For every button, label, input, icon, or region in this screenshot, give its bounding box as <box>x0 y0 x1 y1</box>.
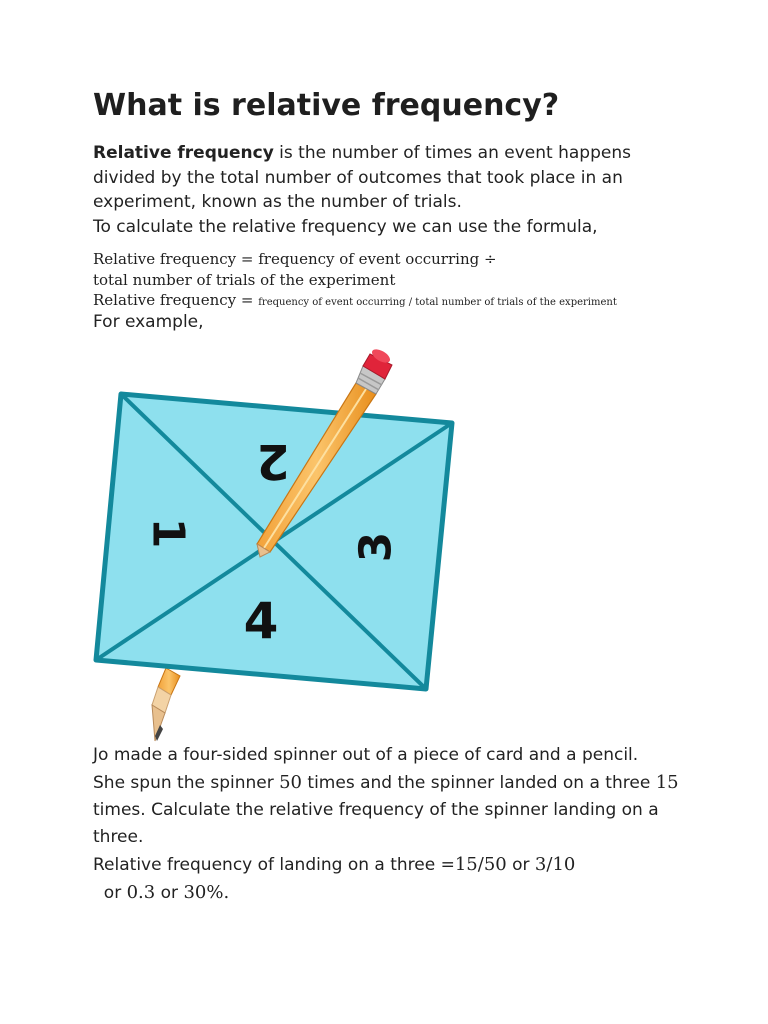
formula-intro-text: To calculate the relative frequency we can use the formula, <box>93 216 598 237</box>
or-text-2: or <box>98 883 127 903</box>
threes-count: 15 <box>655 772 679 793</box>
term-bold: Relative frequency <box>93 143 274 163</box>
answer-label: Relative frequency of landing on a three = <box>93 855 455 875</box>
formula-line-3-fraction: frequency of event occurring / total number of trials of the experiment <box>258 297 617 308</box>
definition-text: is the number of times an event happens divided by the total number of outcomes that took place in an experiment, known as the number of trials. <box>93 143 631 212</box>
intro-paragraph <box>93 141 693 239</box>
story-text-b: times and the spinner landed on a three <box>302 773 656 793</box>
formula-block <box>93 249 713 314</box>
answer-fraction-2: 3/10 <box>534 854 576 875</box>
story-sentence-1: Jo made a four-sided spinner out of a piece of card and a pencil. <box>93 745 639 765</box>
answer-decimal: 0.3 <box>126 882 156 903</box>
formula-line-3 <box>93 290 713 314</box>
spinner-illustration <box>88 343 468 743</box>
spinner-number-4: 4 <box>243 592 279 650</box>
or-text-3: or <box>155 883 184 903</box>
story-text-a: She spun the spinner <box>93 773 280 793</box>
example-label: For example, <box>93 312 204 332</box>
story-paragraph <box>93 742 693 907</box>
pencil-lower <box>152 668 180 741</box>
spinner-number-3: 3 <box>350 531 402 563</box>
spins-count: 50 <box>279 772 303 793</box>
spinner-number-2: 2 <box>256 433 290 489</box>
story-text-c: times. Calculate the relative frequency of the spinner landing on a three. <box>93 800 659 847</box>
answer-percent: 30%. <box>183 882 230 903</box>
formula-line-3-label: Relative frequency = <box>93 291 259 309</box>
or-text-1: or <box>506 855 535 875</box>
page-title: What is relative frequency? <box>93 88 560 123</box>
formula-line-1: Relative frequency = frequency of event occurring ÷ <box>93 250 497 268</box>
spinner-number-1: 1 <box>142 517 194 549</box>
answer-fraction-1: 15/50 <box>454 854 507 875</box>
formula-line-2: total number of trials of the experiment <box>93 270 396 289</box>
